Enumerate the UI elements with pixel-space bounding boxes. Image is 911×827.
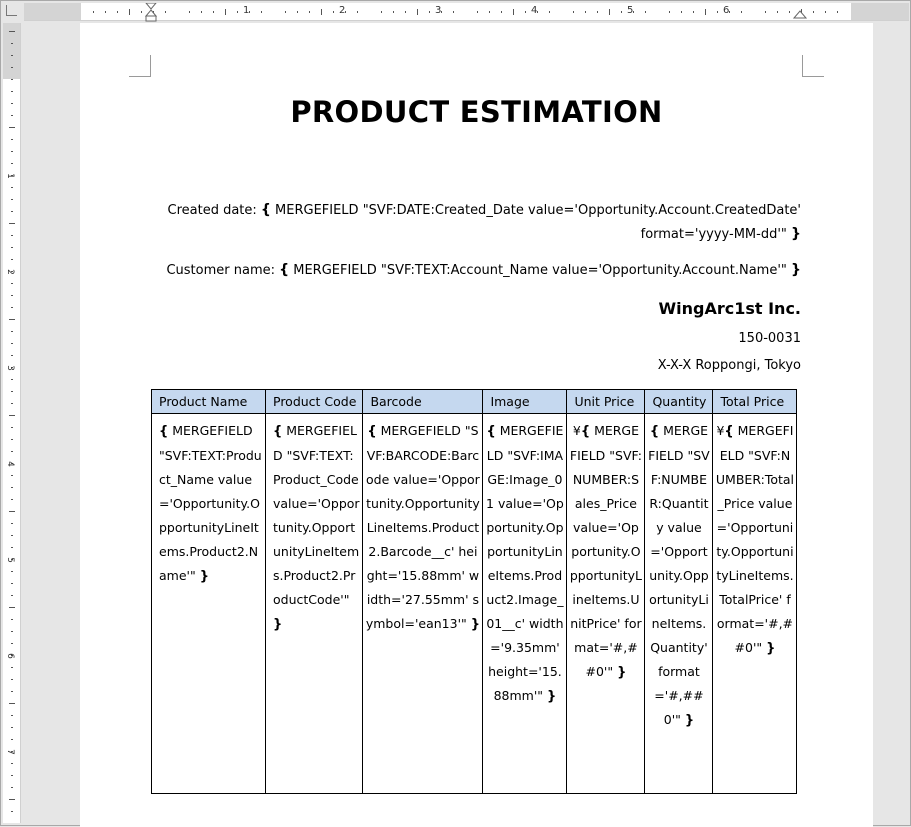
field-brace-open: {: [724, 424, 734, 439]
created-date-format: format='yyyy-MM-dd'": [640, 227, 787, 242]
field-brace-close: }: [684, 713, 695, 728]
table-row: [152, 414, 797, 794]
ruler-right-margin: [851, 3, 909, 20]
field-brace-open: {: [580, 424, 591, 439]
merge-field: MERGEFIELD "SVF:TEXT:Product_Name value='Opportunity.OpportunityLineItems.Product2.Name'": [159, 423, 262, 583]
ruler-tick: [9, 223, 15, 224]
table-header-row: [152, 390, 797, 414]
ruler-tick: [9, 799, 15, 800]
document-page[interactable]: [80, 23, 873, 827]
ruler-tick: [11, 631, 13, 632]
ruler-tick: [11, 811, 13, 812]
ruler-tick: [11, 283, 13, 284]
ruler-number: 2: [339, 5, 346, 16]
ruler-tick: [11, 475, 13, 476]
ruler-tick: [405, 11, 406, 13]
ruler-tick: [681, 11, 682, 13]
ruler-tick: [11, 199, 13, 200]
ruler-tick: [11, 427, 13, 428]
ruler-tick: [429, 11, 430, 13]
ruler-tick: [393, 11, 394, 13]
ruler-tick: [11, 235, 13, 236]
ruler-tick: [11, 739, 13, 740]
ruler-tick: [573, 11, 574, 13]
ruler-tick: [513, 9, 514, 15]
ruler-tick: [11, 55, 13, 56]
ruler-number: 5: [627, 5, 634, 16]
ruler-tick: [11, 343, 13, 344]
ruler-tick: [11, 583, 13, 584]
field-brace-open: {: [649, 424, 660, 439]
ruler-tick: [9, 415, 15, 416]
ruler-tick: [11, 355, 13, 356]
ruler-tick: [777, 11, 778, 13]
ruler-tick: [501, 11, 502, 13]
merge-field: MERGEFIELD "SVF:NUMBER:Quantity value='Opportunity.OpportunityLineItems.Quantity' format='#,##0'": [648, 423, 710, 727]
crop-mark-top-left: [129, 55, 151, 77]
ruler-tick: [9, 31, 15, 32]
field-brace-open: {: [279, 262, 290, 278]
ruler-tick: [11, 139, 13, 140]
ruler-tick: [11, 487, 13, 488]
ruler-tick: [11, 787, 13, 788]
ruler-tick: [11, 115, 13, 116]
ruler-tick: [93, 11, 94, 13]
ruler-tick: [165, 11, 166, 13]
ruler-tick: [201, 11, 202, 13]
field-brace-close: }: [470, 617, 481, 632]
ruler-tick: [11, 775, 13, 776]
ruler-tick: [11, 259, 13, 260]
field-brace-open: {: [273, 424, 283, 439]
field-brace-open: {: [486, 424, 496, 439]
customer-name-line: [166, 262, 801, 278]
ruler-tick: [453, 11, 454, 13]
field-brace-close: }: [791, 226, 801, 242]
ruler-tick: [129, 9, 130, 15]
ruler-tick: [261, 11, 262, 13]
ruler-tick: [285, 11, 286, 13]
vertical-ruler[interactable]: [3, 23, 21, 823]
ruler-number: 1: [4, 173, 15, 179]
field-brace-open: {: [159, 424, 169, 439]
ruler-number: 6: [723, 5, 730, 16]
ruler-tick: [693, 11, 694, 13]
ruler-number: 5: [4, 557, 15, 563]
ruler-tick: [11, 379, 13, 380]
ruler-number: 2: [4, 269, 15, 275]
header-barcode: Barcode: [363, 390, 483, 414]
ruler-tick: [525, 11, 526, 13]
merge-field: MERGEFIELD "SVF:BARCODE:Barcode value='Opportunity.OpportunityLineItems.Product2.Barcode__c' height='15.88mm' width='27.55mm' symbol='ean13'": [365, 423, 480, 631]
ruler-tick: [381, 11, 382, 13]
yen-sign: ¥: [716, 423, 725, 438]
ruler-number: 6: [4, 653, 15, 659]
ruler-tick: [11, 391, 13, 392]
ruler-tick: [825, 11, 826, 13]
ruler-tick: [11, 763, 13, 764]
ruler-tick: [237, 11, 238, 13]
ruler-tick: [11, 679, 13, 680]
merge-field: MERGEFIELD "SVF:NUMBER:Total_Price value='Opportunity.OpportunityLineItems.TotalPrice' format='#,##0'": [715, 423, 795, 655]
ruler-tick: [11, 67, 13, 68]
ruler-tick: [9, 511, 15, 512]
yen-sign: ¥: [572, 423, 581, 438]
ruler-tick: [11, 499, 13, 500]
ruler-tick: [11, 151, 13, 152]
merge-field: MERGEFIELD "SVF:IMAGE:Image_01 value='Opportunity.OpportunityLineItems.Product2.Image_01__c' width='9.35mm' height='15.88mm'": [486, 423, 564, 703]
address: X-X-X Roppongi, Tokyo: [657, 358, 801, 373]
ruler-number: 1: [243, 5, 250, 16]
document-title: PRODUCT ESTIMATION: [290, 95, 663, 129]
ruler-tick: [11, 451, 13, 452]
ruler-tick: [489, 11, 490, 13]
ruler-tick: [11, 103, 13, 104]
ruler-tick: [11, 79, 13, 80]
estimation-table[interactable]: [151, 389, 797, 794]
ruler-tick: [477, 11, 478, 13]
ruler-tick: [417, 9, 418, 15]
company-name: WingArc1st Inc.: [658, 299, 801, 318]
created-date-field: MERGEFIELD "SVF:DATE:Created_Date value='Opportunity.Account.CreatedDate': [275, 203, 801, 218]
ruler-number: 4: [4, 461, 15, 467]
horizontal-ruler[interactable]: [24, 3, 909, 21]
ruler-number: 7: [4, 749, 15, 755]
ruler-tick: [11, 547, 13, 548]
customer-name-label: Customer name:: [166, 263, 275, 278]
ruler-tick: [9, 127, 15, 128]
ruler-tick: [11, 619, 13, 620]
header-total-price: Total Price: [713, 390, 797, 414]
created-date-line: [168, 202, 802, 218]
header-product-code: Product Code: [266, 390, 363, 414]
ruler-tick: [837, 11, 838, 13]
ruler-tick: [105, 11, 106, 13]
ruler-tick: [333, 11, 334, 13]
ruler-tick: [717, 11, 718, 13]
ruler-tick: [11, 247, 13, 248]
header-product-name: Product Name: [152, 390, 266, 414]
cell-total-price[interactable]: [713, 414, 797, 794]
cell-barcode[interactable]: [363, 414, 483, 794]
ruler-tick: [11, 643, 13, 644]
indent-marker-icon[interactable]: [145, 3, 157, 23]
ruler-tick: [213, 11, 214, 13]
field-brace-close: }: [273, 617, 283, 632]
ruler-tick: [309, 11, 310, 13]
ruler-tick: [11, 403, 13, 404]
ruler-tick: [11, 571, 13, 572]
ruler-tick: [11, 715, 13, 716]
ruler-tick: [813, 11, 814, 13]
ruler-tick: [225, 9, 226, 15]
cell-quantity[interactable]: [645, 414, 713, 794]
ruler-number: 3: [4, 365, 15, 371]
ruler-tick: [11, 439, 13, 440]
cell-product-code[interactable]: [266, 414, 363, 794]
ruler-tick: [669, 11, 670, 13]
cell-image[interactable]: [483, 414, 567, 794]
ruler-number: 3: [435, 5, 442, 16]
ruler-tick: [117, 11, 118, 13]
ruler-left-margin: [24, 3, 81, 20]
ruler-tick: [11, 535, 13, 536]
ruler-tick: [9, 319, 15, 320]
field-brace-close: }: [547, 689, 557, 704]
crop-mark-top-right: [802, 55, 824, 77]
ruler-tick: [789, 11, 790, 13]
ruler-tick: [11, 163, 13, 164]
ruler-tick: [11, 307, 13, 308]
ruler-tick: [585, 11, 586, 13]
right-indent-marker-icon[interactable]: [793, 9, 807, 19]
ruler-tick: [357, 11, 358, 13]
ruler-tick: [645, 11, 646, 13]
ruler-tick: [11, 595, 13, 596]
field-brace-close: }: [766, 641, 776, 656]
ruler-tick: [621, 11, 622, 13]
postal-code: 150-0031: [738, 331, 801, 346]
tab-selector-icon[interactable]: [6, 5, 17, 16]
ruler-tick: [9, 607, 15, 608]
ruler-number: 4: [531, 5, 538, 16]
ruler-tick: [11, 667, 13, 668]
cell-product-name[interactable]: [152, 414, 266, 794]
ruler-tick: [765, 11, 766, 13]
created-date-line-2: [641, 226, 801, 242]
ruler-tick: [597, 11, 598, 13]
header-quantity: Quantity: [645, 390, 713, 414]
ruler-tick: [321, 9, 322, 15]
ruler-tick: [609, 9, 610, 15]
ruler-tick: [141, 11, 142, 13]
ruler-tick: [9, 703, 15, 704]
ruler-tick: [11, 295, 13, 296]
ruler-tick: [11, 523, 13, 524]
cell-unit-price[interactable]: [567, 414, 645, 794]
field-brace-open: {: [367, 424, 377, 439]
field-brace-close: }: [199, 569, 209, 584]
merge-field: MERGEFIELD "SVF:NUMBER:Sales_Price value='Opportunity.OpportunityLineItems.UnitPrice' format='#,##0'": [569, 423, 642, 679]
ruler-tick: [11, 91, 13, 92]
header-image: Image: [483, 390, 567, 414]
customer-name-field: MERGEFIELD "SVF:TEXT:Account_Name value='Opportunity.Account.Name'": [293, 263, 787, 278]
ruler-tick: [11, 43, 13, 44]
field-brace-close: }: [791, 262, 801, 278]
ruler-tick: [741, 11, 742, 13]
ruler-tick: [297, 11, 298, 13]
merge-field: MERGEFIELD "SVF:TEXT:Product_Code value='Opportunity.OpportunityLineItems.Product2.ProductCode'": [273, 423, 360, 607]
field-brace-close: }: [617, 665, 627, 680]
ruler-tick: [11, 331, 13, 332]
ruler-tick: [11, 187, 13, 188]
ruler-tick: [11, 691, 13, 692]
field-brace-open: {: [260, 202, 271, 218]
header-unit-price: Unit Price: [567, 390, 645, 414]
ruler-tick: [11, 727, 13, 728]
ruler-tick: [705, 9, 706, 15]
ruler-tick: [189, 11, 190, 13]
created-date-label: Created date:: [167, 203, 257, 218]
ruler-tick: [549, 11, 550, 13]
ruler-tick: [11, 211, 13, 212]
